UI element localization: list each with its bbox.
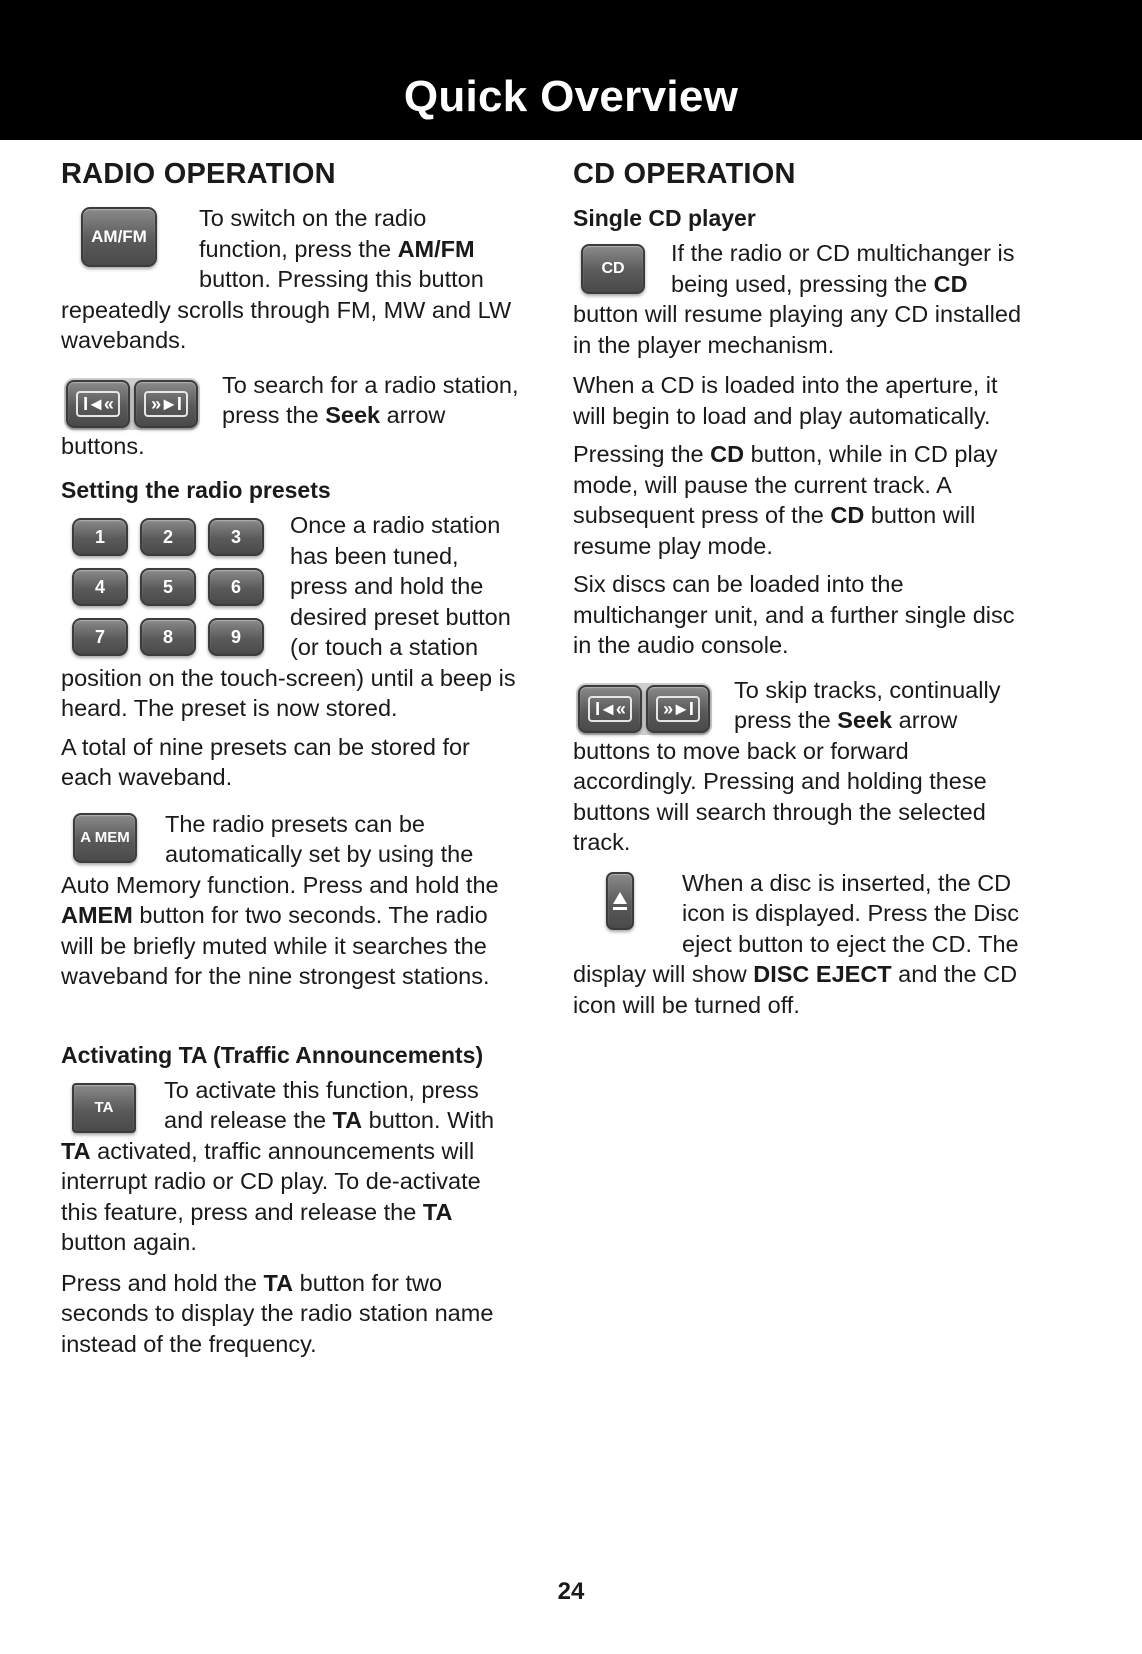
ta-text-bold-2: TA	[61, 1137, 91, 1164]
amfm-text-1: To switch on the radio function, press the	[199, 205, 427, 262]
cd-load-text: When a CD is loaded into the aperture, it will begin to load and play automatically.	[573, 372, 998, 429]
cd-text-bold: CD	[933, 270, 968, 297]
ta-block	[61, 1075, 521, 1258]
amem-button-icon	[73, 813, 137, 863]
cd-text-2: button will resume playing any CD installed in the player mechanism.	[573, 301, 1022, 358]
preset-3-icon: 3	[208, 518, 264, 556]
amfm-icon-label: AM/FM	[91, 227, 147, 246]
amfm-text-bold: AM/FM	[397, 235, 475, 262]
preset-keypad-icon	[72, 518, 264, 656]
cd-pause-text	[573, 439, 1033, 561]
presets-total-text: A total of nine presets can be stored for each waveband.	[61, 733, 470, 790]
page-number: 24	[557, 1578, 585, 1605]
radio-operation-section	[61, 158, 521, 1367]
seek-back-label: I◄«	[76, 391, 120, 417]
eject-triangle	[613, 892, 627, 904]
preset-7-icon: 7	[72, 618, 128, 656]
page-title: Quick Overview	[403, 72, 739, 121]
skip-text-2: arrow buttons to move back or forward accordingly. Pressing and holding these buttons will search through the selected track.	[573, 707, 987, 855]
ta-icon-label: TA	[94, 1099, 114, 1116]
seek-block	[61, 370, 521, 462]
cd-pause-bold-2: CD	[830, 502, 865, 528]
radio-operation-heading: RADIO OPERATION	[61, 158, 336, 190]
ta-hold-text-bold: TA	[263, 1269, 294, 1296]
page-banner	[0, 0, 1142, 140]
skip-forward-label: »►I	[656, 696, 700, 722]
ta-hold-text-1: Press and hold the	[61, 1269, 264, 1296]
cd-pause-bold-1: CD	[710, 441, 745, 467]
ta-button-icon	[72, 1083, 136, 1133]
eject-text-2: and the CD icon will be turned off.	[573, 961, 1018, 1018]
skip-buttons-icon	[576, 683, 712, 735]
preset-1-icon: 1	[72, 518, 128, 556]
eject-text	[573, 868, 1033, 1021]
preset-4-icon: 4	[72, 568, 128, 606]
eject-icon	[606, 872, 634, 930]
amfm-button-icon	[81, 207, 157, 267]
preset-6-icon: 6	[208, 568, 264, 606]
ta-text-1: To activate this function, press and release the	[164, 1076, 479, 1133]
cd-icon-label: CD	[601, 260, 625, 277]
amem-text-bold: AMEM	[61, 902, 133, 928]
amem-text-2: button for two seconds. The radio will be briefly muted while it searches the waveband for the nine strongest stations.	[61, 902, 490, 989]
cd-operation-heading: CD OPERATION	[573, 158, 796, 190]
single-cd-heading: Single CD player	[573, 205, 756, 231]
cd-pause-text-3: button will resume play mode.	[573, 502, 976, 559]
cd-button-icon	[581, 244, 645, 294]
cd-six-discs-text: Six discs can be loaded into the multichanger unit, and a further single disc in the audio console.	[573, 571, 1015, 658]
ta-heading: Activating TA (Traffic Announcements)	[61, 1041, 484, 1068]
ta-text-bold-1: TA	[332, 1107, 363, 1133]
skip-back-icon	[578, 685, 642, 733]
skip-forward-icon	[646, 685, 710, 733]
preset-2-icon: 2	[140, 518, 196, 556]
seek-forward-icon	[134, 380, 198, 428]
preset-9-icon: 9	[208, 618, 264, 656]
skip-text-1: To skip tracks, continually press the	[734, 676, 1001, 733]
eject-text-bold: DISC EJECT	[753, 961, 892, 987]
cd-block	[573, 238, 1033, 360]
seek-text-bold: Seek	[325, 402, 381, 428]
seek-text-1: To search for a radio station, press the	[222, 371, 519, 428]
eject-bar	[613, 907, 627, 910]
preset-5-icon: 5	[140, 568, 196, 606]
skip-back-label: I◄«	[588, 696, 632, 722]
presets-heading: Setting the radio presets	[61, 477, 331, 503]
presets-block	[61, 510, 521, 724]
ta-hold-text-2: button for two seconds to display the radio station name instead of the frequency.	[61, 1269, 494, 1357]
eject-text-1: When a disc is inserted, the CD icon is displayed. Press the Disc eject button to eject the CD. The display will show	[573, 869, 1019, 987]
cd-operation-section	[573, 158, 1033, 1030]
amem-icon-label: A MEM	[80, 829, 130, 846]
skip-text-bold: Seek	[837, 707, 893, 733]
ta-text-4: button again.	[61, 1229, 197, 1255]
ta-text-2: button. With	[362, 1107, 495, 1133]
ta-text-3: activated, traffic announcements will interrupt radio or CD play. To de-activate this feature, press and release the	[61, 1137, 481, 1225]
amem-text-1: The radio presets can be automatically set by using the Auto Memory function. Press and hold the	[61, 810, 499, 898]
seek-forward-label: »►I	[144, 391, 188, 417]
seek-back-icon	[66, 380, 130, 428]
amfm-block	[61, 203, 521, 356]
ta-text-bold-3: TA	[422, 1198, 453, 1225]
eject-block	[573, 868, 1033, 1021]
seek-buttons-icon	[64, 378, 200, 430]
amem-block	[61, 809, 521, 992]
cd-pause-text-2: button, while in CD play mode, will pause the current track. A subsequent press of the	[573, 441, 998, 528]
preset-8-icon: 8	[140, 618, 196, 656]
skip-block	[573, 675, 1033, 858]
cd-pause-text-1: Pressing the	[573, 441, 711, 467]
seek-text-2: arrow buttons.	[61, 402, 446, 459]
cd-text-1: If the radio or CD multichanger is being used, pressing the	[671, 240, 1015, 297]
ta-hold-text	[61, 1268, 521, 1360]
presets-text: Once a radio station has been tuned, press and hold the desired preset button (or touch a station position on the touch-screen) until a beep is heard. The preset is now stored.	[61, 512, 516, 721]
amfm-text-2: button. Pressing this button repeatedly scrolls through FM, MW and LW wavebands.	[61, 266, 512, 353]
